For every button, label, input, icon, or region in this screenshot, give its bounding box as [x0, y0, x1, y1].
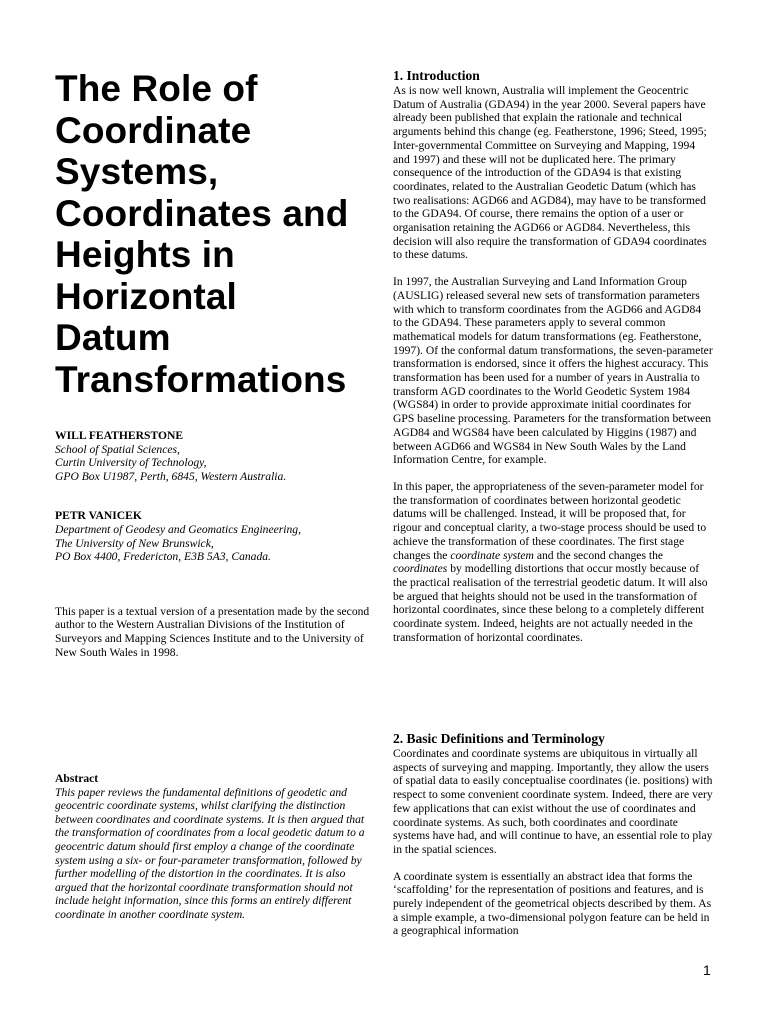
- author-name: PETR VANICEK: [55, 509, 142, 523]
- section-2: [393, 731, 713, 938]
- title-line: Systems,: [55, 151, 219, 192]
- intro-paragraph-3-text: and the second changes the: [533, 548, 664, 562]
- title-line: The Role of: [55, 68, 258, 109]
- author-affiliation-line: Department of Geodesy and Geomatics Engineering,: [55, 522, 301, 536]
- author-affiliation-line: PO Box 4400, Fredericton, E3B 5A3, Canada.: [55, 550, 271, 564]
- author-affiliation-line: School of Spatial Sciences,: [55, 442, 180, 456]
- definitions-paragraph-2: A coordinate system is essentially an abstract idea that forms the ‘scaffolding’ for the representation of positions and features, and is purely independent of the geometrical objects described by them. As a simple example, a two-dimensional polygon feature can be held in a geographical information: [393, 869, 712, 938]
- emphasis-coordinate-system: coordinate system: [450, 548, 534, 562]
- author-affiliation-line: GPO Box U1987, Perth, 6845, Western Australia.: [55, 469, 287, 483]
- emphasis-coordinates: coordinates: [393, 562, 448, 576]
- intro-paragraph-3: [393, 480, 713, 644]
- title-line: Coordinate: [55, 109, 252, 151]
- author-name: WILL FEATHERSTONE: [55, 429, 184, 442]
- intro-paragraph-3-text: In this paper, the appropriateness of the seven-parameter model for the transformation of coordinates between horizontal geodetic datums will be challenged. Instead, it will be proposed that, for rigour and conceptual clarity, a two-stage process should be used to achieve the transformation of these coordinates. The first stage changes the: [393, 479, 707, 562]
- author-1: [55, 429, 373, 483]
- title-line: Coordinates and: [55, 192, 349, 234]
- intro-paragraph-2: In 1997, the Australian Surveying and Land Information Group (AUSLIG) released several new sets of transformation parameters with which to transform coordinates from the AGD66 and AGD84 to the GDA94. These parameters apply to several common mathematical models for datum transformations (eg. Featherstone, 1997). Of the conformal datum transformations, the seven-parameter transformation is endorsed, since it offers the highest accuracy. This transformation has been used for a number of years in Australia to transform AGD coordinates to the World Geodetic System 1984 (WGS84) in order to provide approximate initial coordinates for GPS baseline processing. Parameters for the transformation between AGD84 and WGS84 have been calculated by Higgins (1987) and between AGD66 and WGS84 in New South Wales by the Land Information Centre, for example.: [393, 275, 713, 467]
- definitions-paragraph-1: Coordinates and coordinate systems are ubiquitous in virtually all aspects of surveying and mapping. Importantly, they allow the users of spatial data to easily conceptualise coordinates (ie. positions) with respect to some convenient coordinate system. Indeed, there are very few applications that can exist without the use of coordinates and coordinate systems. As such, both coordinates and coordinate systems have had, and will continue to have, an essential role to play in the spatial sciences.: [393, 747, 713, 856]
- title-line: Horizontal: [55, 275, 237, 317]
- left-column: [55, 68, 373, 921]
- section-heading-introduction: 1. Introduction: [393, 68, 480, 83]
- intro-paragraph-1: As is now well known, Australia will implement the Geocentric Datum of Australia (GDA94) in the year 2000. Several papers have already been published that explain the rationale and technical arguments behind this change (eg. Featherstone, 1996; Steed, 1995; Inter-governmental Committee on Surveying and Mapping, 1994 and 1997) and these will not be duplicated here. The primary consequence of the introduction of the GDA94 is that existing coordinates, related to the Australian Geodetic Datum (which has two realisations: AGD66 and AGD84), may have to be transformed to the GDA94. Of course, there remains the option of a user or organisation retaining the AGD66 or AGD84. Nevertheless, this decision will also require the transformation of GDA94 coordinates to these datums.: [393, 84, 707, 262]
- presentation-note: This paper is a textual version of a presentation made by the second author to the Western Australian Divisions of the Institution of Surveyors and Mapping Sciences Institute and to the University of New South Wales in 1998.: [55, 604, 370, 659]
- abstract: [55, 772, 373, 922]
- abstract-text: This paper reviews the fundamental definitions of geodetic and geocentric coordinate systems, whilst clarifying the distinction between coordinates and coordinate systems. It is then argued that the transformation of coordinates from a local geodetic datum to a geocentric datum should first employ a change of the coordinate system using a six- or four-parameter transformation, followed by further modelling of the distortion in the coordinates. It is also argued that the horizontal coordinate transformation should not include height information, since this forms an entirely different coordinate in another coordinate system.: [55, 785, 365, 921]
- title-line: Datum: [55, 317, 171, 358]
- author-affiliation-line: Curtin University of Technology,: [55, 456, 207, 470]
- intro-paragraph-3-text: by modelling distortions that occur mostly because of the practical realisation of the terrestrial geodetic datum. It will also be argued that heights should not be used in the transformation of horizontal coordinates, since these belong to a completely different coordinate system. Indeed, heights are not actually needed in the transformation of horizontal coordinates.: [393, 562, 708, 644]
- author-affiliation-line: The University of New Brunswick,: [55, 536, 214, 550]
- right-column: [393, 68, 713, 938]
- abstract-heading: Abstract: [55, 772, 99, 785]
- title-line: Heights in: [55, 234, 235, 275]
- page-number: 1: [703, 962, 711, 978]
- author-2: [55, 509, 373, 563]
- section-heading-definitions: 2. Basic Definitions and Terminology: [393, 731, 605, 746]
- title-line: Transformations: [55, 358, 347, 400]
- paper-title: [55, 68, 373, 400]
